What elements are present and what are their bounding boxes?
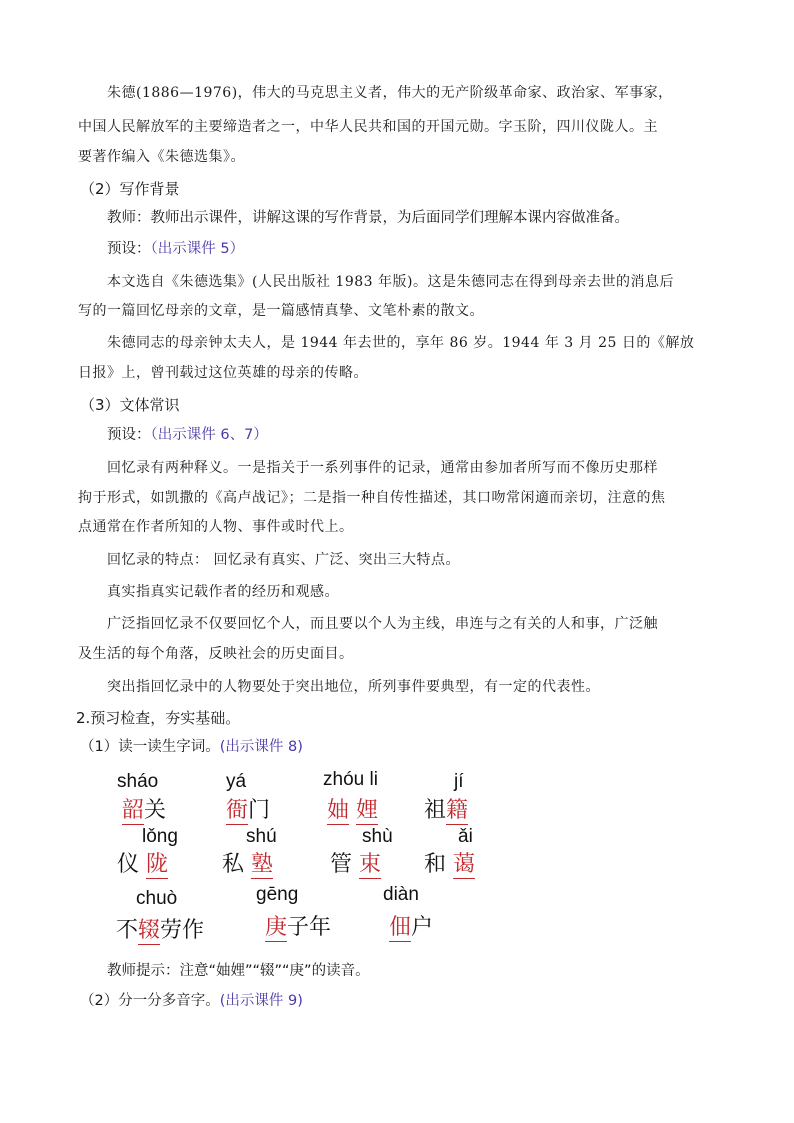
char-long: 陇 bbox=[146, 852, 169, 877]
word-guanshu bbox=[330, 847, 381, 878]
word-shaoguan bbox=[122, 793, 166, 824]
polyphonic-label: （2）分一分多音字。 bbox=[80, 993, 220, 1009]
pinyin-geng: gēng bbox=[256, 884, 299, 905]
courseware-link-6-7[interactable]: （出示课件 6、7） bbox=[150, 427, 268, 443]
char-men: 门 bbox=[248, 798, 271, 823]
char-ji: 籍 bbox=[446, 798, 469, 823]
teacher-tip: 教师提示：注意“妯娌”“辍”“庚”的读音。 bbox=[107, 963, 370, 979]
char-chuo: 辍 bbox=[138, 918, 161, 943]
char-shao: 韶 bbox=[122, 798, 145, 823]
char-shu-bind: 束 bbox=[359, 852, 382, 877]
pinyin-shao: sháo bbox=[117, 771, 159, 792]
teacher-note: 教师：教师出示课件，讲解这课的写作背景，为后面同学们理解本课内容做准备。 bbox=[107, 210, 629, 226]
pinyin-long: lǒng bbox=[142, 826, 178, 847]
bio-line-2: 中国人民解放军的主要缔造者之一，中华人民共和国的开国元勋。字玉阶，四川仪陇人。主 bbox=[78, 119, 658, 135]
read-words-label: （1）读一读生字词。 bbox=[80, 739, 220, 755]
word-zhouli bbox=[327, 793, 378, 824]
char-dian: 佃 bbox=[389, 915, 412, 940]
word-heai bbox=[424, 847, 475, 878]
char-geng: 庚 bbox=[265, 915, 288, 940]
subsection-read-words bbox=[80, 730, 720, 764]
char-shu-school: 塾 bbox=[251, 852, 274, 877]
pinyin-dian: diàn bbox=[383, 884, 419, 905]
chars-laozuo: 劳作 bbox=[160, 918, 205, 943]
char-guan-manage: 管 bbox=[330, 852, 353, 877]
char-li: 娌 bbox=[356, 798, 379, 823]
feature-truth: 真实指真实记载作者的经历和观感。 bbox=[107, 584, 339, 600]
char-zu: 祖 bbox=[424, 798, 447, 823]
pinyin-chuo: chuò bbox=[136, 888, 178, 909]
word-dianhu bbox=[389, 910, 433, 941]
char-zhou: 妯 bbox=[327, 798, 350, 823]
memoir-features: 回忆录的特点： 回忆录有真实、广泛、突出三大特点。 bbox=[107, 552, 460, 568]
char-he: 和 bbox=[424, 852, 447, 877]
feature-prominent: 突出指回忆录中的人物要处于突出地位，所列事件要典型，有一定的代表性。 bbox=[107, 679, 600, 695]
genre-para-line-3: 点通常在作者所知的人物、事件或时代上。 bbox=[78, 519, 354, 535]
char-si: 私 bbox=[222, 852, 245, 877]
pinyin-zhouli: zhóu li bbox=[323, 769, 378, 790]
chars-zinian: 子年 bbox=[287, 915, 332, 940]
char-guan: 关 bbox=[144, 798, 167, 823]
pinyin-ji: jí bbox=[454, 771, 464, 792]
pinyin-shu-2: shù bbox=[362, 826, 393, 847]
subsection-polyphonic bbox=[80, 984, 720, 1018]
char-bu: 不 bbox=[116, 918, 139, 943]
preview-check-title: 2.预习检查，夯实基础。 bbox=[76, 709, 241, 727]
char-hu: 户 bbox=[411, 915, 434, 940]
background-para-2-line-2: 日报》上，曾刊载过这位英雄的母亲的传略。 bbox=[78, 365, 368, 381]
word-gengzinian bbox=[265, 910, 331, 941]
preset-label: 预设： bbox=[107, 241, 151, 257]
feature-wide-line-1: 广泛指回忆录不仅要回忆个人，而且要以个人为主线，串连与之有关的人和事，广泛触 bbox=[107, 616, 658, 632]
pinyin-ai: ǎi bbox=[458, 826, 473, 847]
pinyin-ya: yá bbox=[226, 771, 247, 792]
background-para-1-line-1: 本文选自《朱德选集》(人民出版社 1983 年版)。这是朱德同志在得到母亲去世的消息后 bbox=[107, 274, 674, 290]
word-yamen bbox=[226, 793, 270, 824]
word-buchuo-laozuo bbox=[116, 913, 204, 944]
bio-line-1: 朱德(1886—1976)，伟大的马克思主义者，伟大的无产阶级革命家、政治家、军事家， bbox=[107, 85, 673, 101]
char-yi: 仪 bbox=[117, 852, 140, 877]
background-para-1-line-2: 写的一篇回忆母亲的文章，是一篇感情真挚、文笔朴素的散文。 bbox=[78, 303, 484, 319]
char-ai: 蔼 bbox=[453, 852, 476, 877]
genre-para-line-1: 回忆录有两种释义。一是指关于一系列事件的记录，通常由参加者所写而不像历史那样 bbox=[107, 460, 658, 476]
genre-para-line-2: 拘于形式，如凯撒的《高卢战记》；二是指一种自传性描述，其口吻常闲適而亲切，注意的焦 bbox=[78, 490, 666, 506]
courseware-link-9[interactable]: (出示课件 9) bbox=[219, 993, 303, 1009]
courseware-link-5[interactable]: （出示课件 5） bbox=[150, 241, 245, 257]
preset-line-1 bbox=[78, 232, 718, 266]
char-ya: 衙 bbox=[226, 798, 249, 823]
preset-label-2: 预设： bbox=[107, 427, 151, 443]
feature-wide-line-2: 及生活的每个角落，反映社会的历史面目。 bbox=[78, 646, 354, 662]
word-zuji bbox=[424, 793, 468, 824]
pinyin-shu-1: shú bbox=[246, 826, 277, 847]
bio-line-3: 要著作编入《朱德选集》。 bbox=[78, 149, 245, 165]
background-para-2-line-1: 朱德同志的母亲钟太夫人，是 1944 年去世的，享年 86 岁。1944 年 3 月 25 日的《解放 bbox=[107, 335, 695, 351]
section-genre-knowledge: （3）文体常识 bbox=[80, 396, 180, 414]
section-writing-background: （2）写作背景 bbox=[80, 180, 180, 198]
preset-line-2 bbox=[78, 418, 718, 452]
word-yilong bbox=[117, 847, 168, 878]
courseware-link-8[interactable]: (出示课件 8) bbox=[219, 739, 303, 755]
word-sishu bbox=[222, 847, 273, 878]
